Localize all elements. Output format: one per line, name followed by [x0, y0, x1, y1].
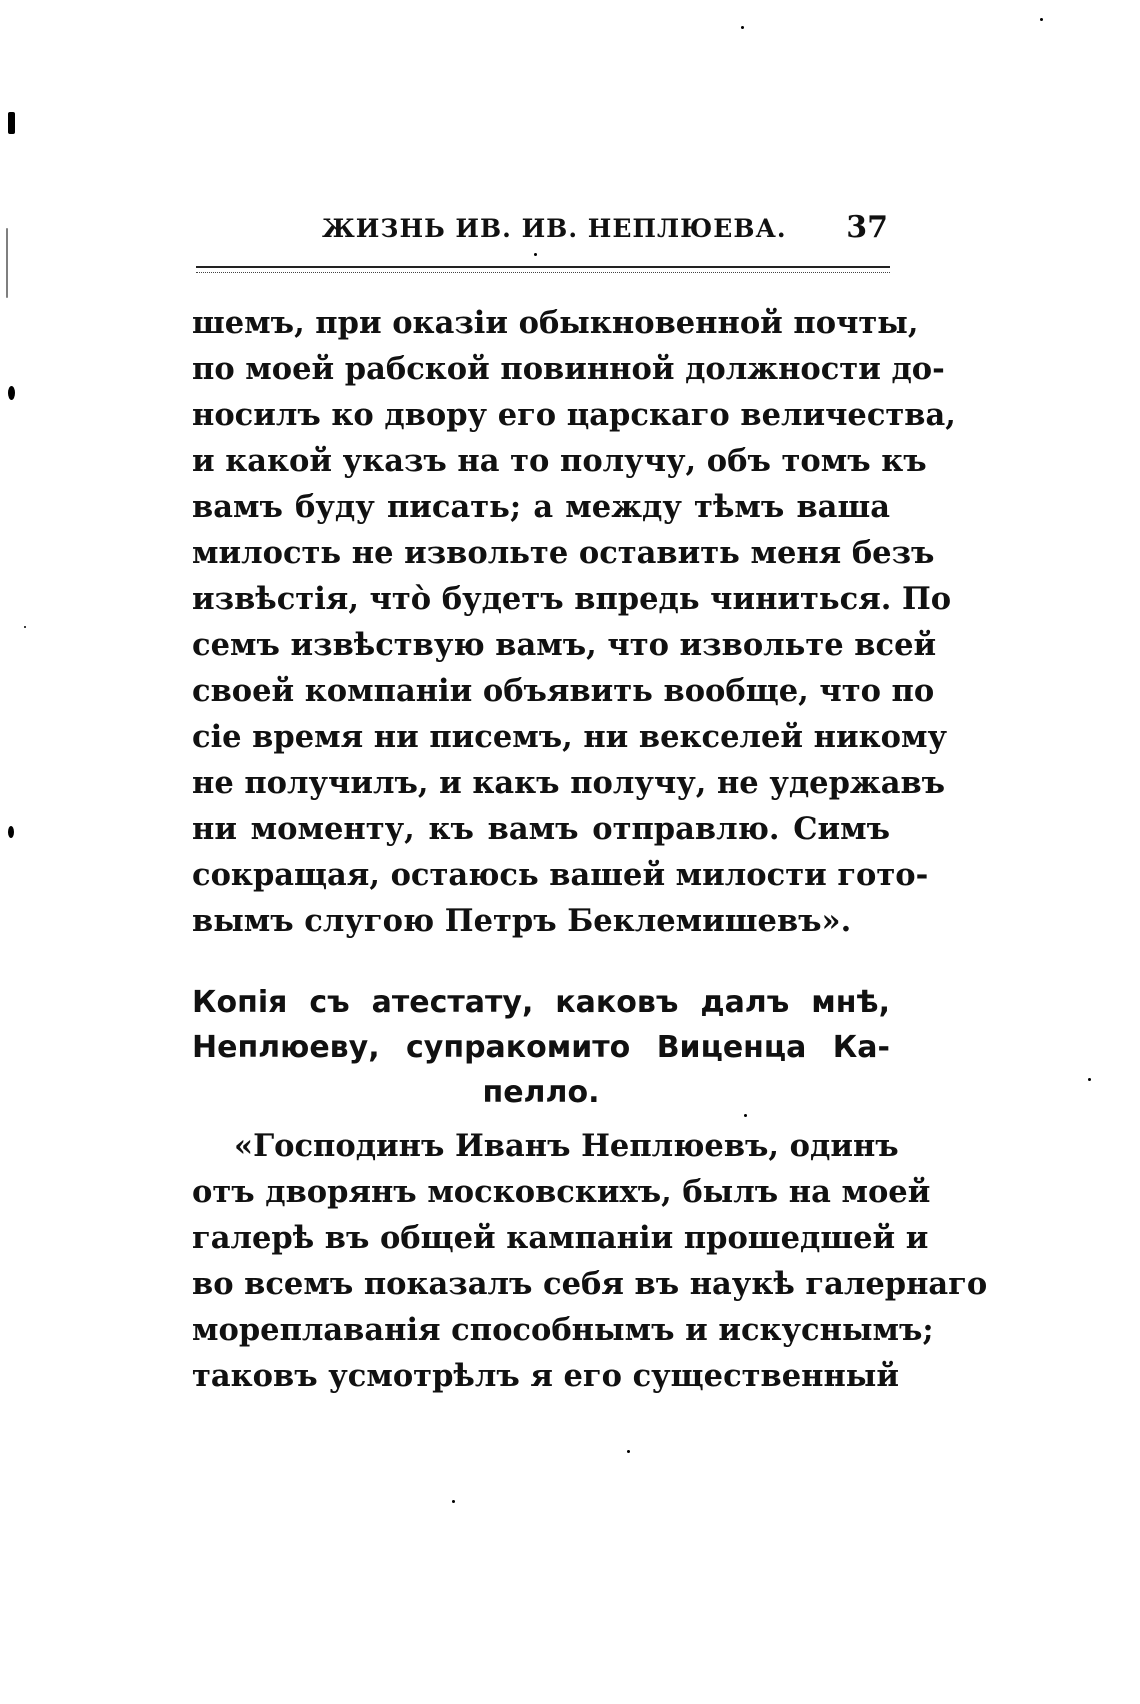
- header-rule: [196, 266, 890, 273]
- text-line: «Господинъ Иванъ Неплюевъ, одинъ: [234, 1128, 899, 1164]
- paragraph-attestation: [192, 1123, 988, 1399]
- text-line: по моей рабской повинной должности до-: [192, 351, 945, 387]
- heading-line: Неплюеву, супракомито Виценца Ка-: [192, 1030, 890, 1065]
- scan-speck: [8, 826, 14, 838]
- text-line: милость не извольте оставить меня безъ: [192, 535, 935, 571]
- heading-line: пелло.: [482, 1075, 600, 1110]
- text-line: вамъ буду писать; а между тѣмъ ваша: [192, 489, 890, 525]
- scan-speck: [534, 253, 537, 256]
- text-line: и какой указъ на то получу, объ томъ къ: [192, 443, 927, 479]
- page-number: 37: [846, 210, 888, 245]
- heading-line: Копія съ атестату, каковъ далъ мнѣ,: [192, 985, 890, 1020]
- text-line: своей компаніи объявить вообще, что по: [192, 673, 935, 709]
- text-line: носилъ ко двору его царскаго величества,: [192, 397, 956, 433]
- text-line: галерѣ въ общей кампаніи прошедшей и: [192, 1220, 929, 1256]
- text-line: сокращая, остаюсь вашей милости гото-: [192, 857, 929, 893]
- text-line: вымъ слугою Петръ Беклемишевъ».: [192, 903, 852, 939]
- text-line: ни моменту, къ вамъ отправлю. Симъ: [192, 811, 890, 847]
- scan-speck: [8, 386, 15, 400]
- scan-speck: [627, 1450, 630, 1453]
- text-line: извѣстія, чтò будетъ впредь чиниться. По: [192, 581, 952, 617]
- running-title: ЖИЗНЬ ИВ. ИВ. НЕПЛЮЕВА.: [322, 214, 787, 243]
- scan-speck: [741, 26, 744, 29]
- scan-speck: [452, 1500, 455, 1503]
- text-line: семъ извѣствую вамъ, что извольте всей: [192, 627, 937, 663]
- scan-speck: [744, 1114, 747, 1117]
- text-line: отъ дворянъ московскихъ, былъ на моей: [192, 1174, 931, 1210]
- scan-speck: [1088, 1078, 1091, 1081]
- scan-speck: [24, 626, 26, 628]
- text-line: шемъ, при оказіи обыкновенной почты,: [192, 305, 919, 341]
- section-heading: [192, 980, 890, 1115]
- paragraph-letter-ending: [192, 300, 956, 944]
- text-line: сіе время ни писемъ, ни векселей никому: [192, 719, 948, 755]
- scan-speck: [1040, 18, 1043, 21]
- running-head: [192, 210, 892, 254]
- scan-speck: [8, 112, 15, 134]
- text-line: таковъ усмотрѣлъ я его существенный: [192, 1358, 899, 1394]
- text-line: не получилъ, и какъ получу, не удержавъ: [192, 765, 946, 801]
- scan-speck: [6, 228, 8, 298]
- text-line: во всемъ показалъ себя въ наукѣ галернаго: [192, 1266, 988, 1302]
- text-line: мореплаванія способнымъ и искуснымъ;: [192, 1312, 934, 1348]
